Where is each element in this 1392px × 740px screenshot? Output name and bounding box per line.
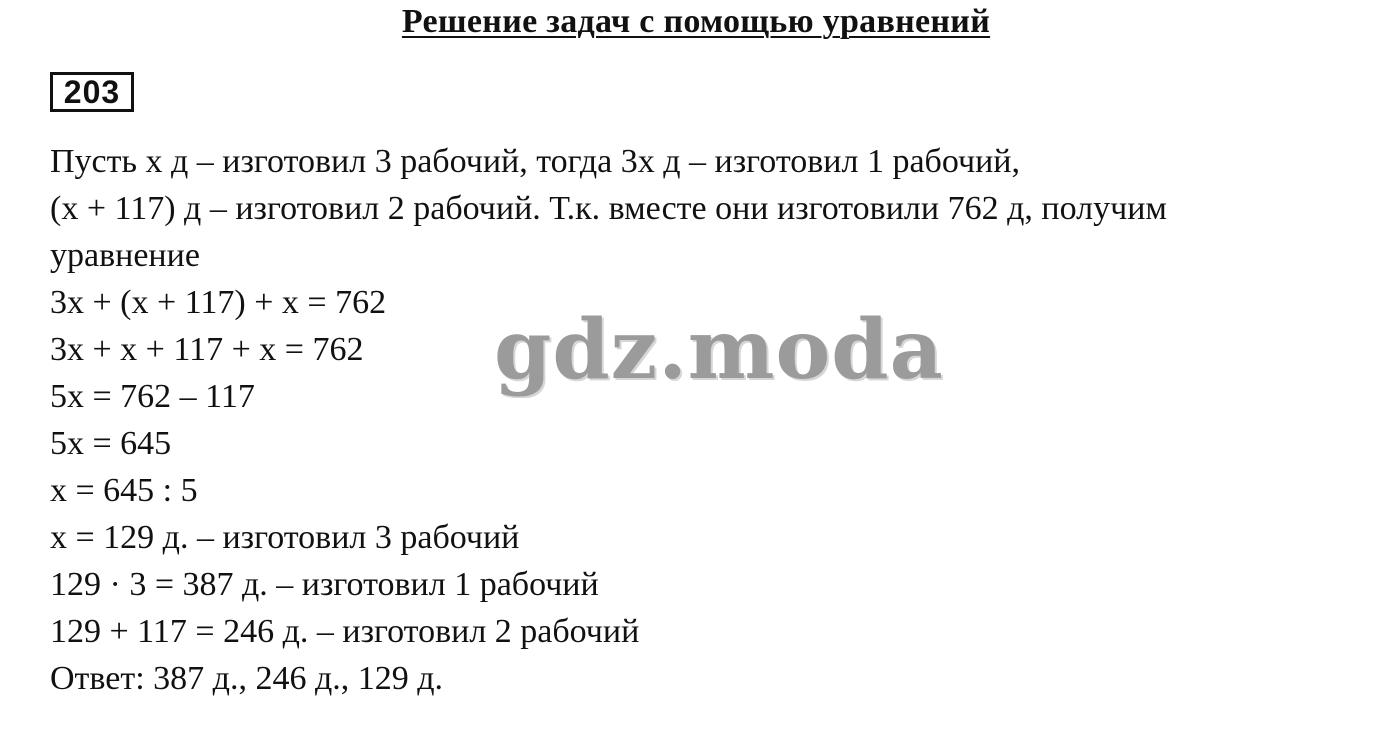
solution-line-3: уравнение — [50, 237, 200, 274]
task-number-badge: 203 — [50, 72, 134, 112]
result-line-worker-2: 129 + 117 = 246 д. – изготовил 2 рабочий — [50, 613, 640, 650]
equation-line-1: 3х + (х + 117) + х = 762 — [50, 284, 387, 321]
answer-line: Ответ: 387 д., 246 д., 129 д. — [50, 660, 444, 697]
equation-line-3: 5х = 762 – 117 — [50, 378, 255, 415]
solution-text — [50, 138, 1370, 702]
equation-line-2: 3х + х + 117 + х = 762 — [50, 331, 364, 368]
solution-line-2: (х + 117) д – изготовил 2 рабочий. Т.к. вместе они изготовили 762 д, получим — [50, 190, 1167, 227]
equation-line-4: 5х = 645 — [50, 425, 172, 462]
watermark-logo: gdz.moda — [494, 302, 944, 398]
result-line-worker-1: 129 · 3 = 387 д. – изготовил 1 рабочий — [50, 566, 599, 603]
equation-line-5: х = 645 : 5 — [50, 472, 198, 509]
result-line-worker-3: х = 129 д. – изготовил 3 рабочий — [50, 519, 520, 556]
page-title: Решение задач с помощью уравнений — [401, 3, 991, 40]
solution-line-1: Пусть х д – изготовил 3 рабочий, тогда 3х д – изготовил 1 рабочий, — [50, 143, 1020, 180]
